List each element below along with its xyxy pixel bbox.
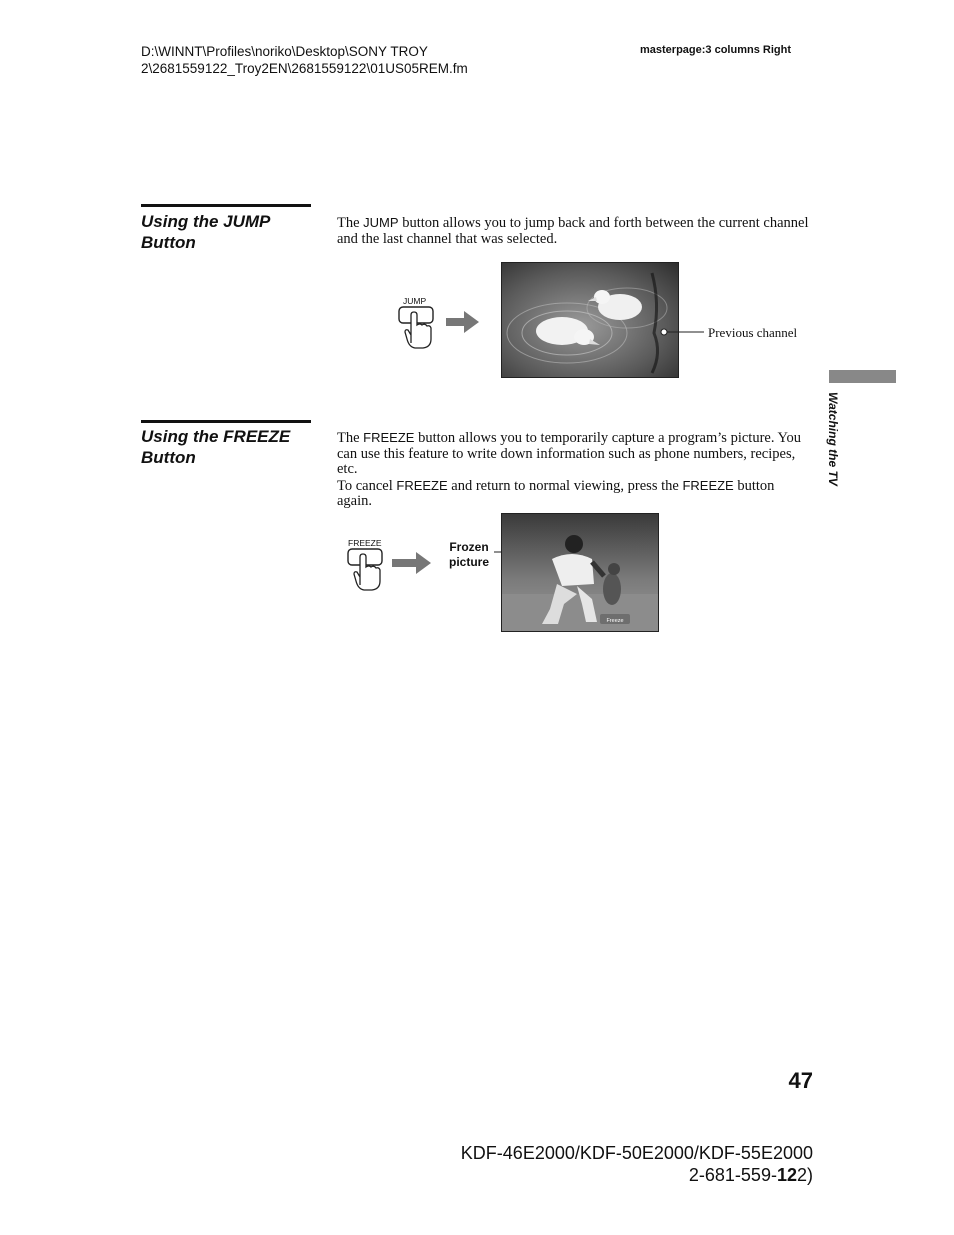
masterpage-label: masterpage:3 columns Right	[640, 44, 791, 56]
keyword: FREEZE	[396, 477, 448, 493]
keyword: FREEZE	[682, 477, 734, 493]
jump-button-label: JUMP	[403, 296, 427, 306]
page-number: 47	[788, 1068, 813, 1093]
freeze-button-label: FREEZE	[348, 538, 382, 548]
file-path-line2: 2\2681559122_Troy2EN\2681559122\01US05REM.fm	[141, 61, 468, 76]
text: button allows you to temporarily capture a program’s picture. You can use this feature to write down information such as phone numbers, recipes, etc.	[337, 430, 802, 477]
text: The	[337, 430, 364, 446]
code-bold: 12	[776, 1165, 797, 1185]
code-prefix: 2-681-559-	[688, 1165, 777, 1185]
callout-frozen-picture	[449, 540, 489, 570]
model-numbers: KDF-46E2000/KDF-50E2000/KDF-55E2000	[460, 1143, 813, 1163]
keyword: FREEZE	[363, 430, 415, 445]
football-player-photo	[501, 513, 659, 632]
arrow-right-icon	[392, 552, 432, 574]
callout-line: picture	[449, 555, 490, 569]
side-tab-text: Watching the TV	[826, 392, 840, 486]
side-tab-bar	[829, 370, 896, 383]
keyword: JUMP	[363, 215, 399, 230]
file-path	[141, 43, 468, 77]
heading-line: Using the FREEZE	[141, 427, 291, 446]
callout-line: Frozen	[449, 540, 489, 554]
osd-freeze-label: Freeze	[606, 618, 624, 624]
freeze-paragraph-2	[337, 478, 812, 510]
heading-line: Button	[141, 233, 196, 252]
jump-paragraph	[337, 215, 812, 247]
finger-press-icon	[346, 547, 386, 593]
arrow-right-icon	[446, 311, 480, 333]
text: To cancel	[337, 477, 397, 494]
callout-leader	[658, 325, 704, 339]
section-heading-freeze	[141, 426, 290, 468]
finger-press-icon	[397, 305, 437, 351]
text: The	[337, 215, 364, 231]
section-heading-jump	[141, 211, 270, 253]
model-info	[461, 1142, 813, 1186]
code-suffix: 2)	[796, 1165, 813, 1185]
section-rule	[141, 420, 311, 423]
text: and return to normal viewing, press the	[447, 477, 683, 494]
callout-previous-channel: Previous channel	[708, 325, 798, 340]
side-tab-label	[826, 392, 846, 512]
heading-line: Using the JUMP	[141, 212, 271, 231]
text: button allows you to jump back and forth between the current channel and the last channel that was selected.	[337, 215, 809, 247]
text: button again.	[337, 477, 775, 509]
heading-line: Button	[141, 448, 196, 467]
file-path-line1: D:\WINNT\Profiles\noriko\Desktop\SONY TROY	[141, 44, 428, 59]
freeze-paragraph	[337, 430, 812, 510]
section-rule	[141, 204, 311, 207]
freeze-paragraph-1	[337, 430, 812, 478]
part-code	[461, 1164, 813, 1186]
ducks-photo	[501, 262, 679, 378]
